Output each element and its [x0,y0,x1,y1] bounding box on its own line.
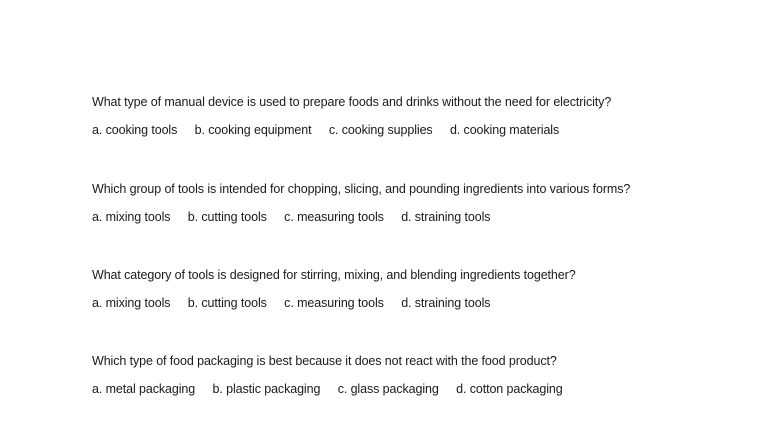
question-text: What category of tools is designed for stirring, mixing, and blending ingredients together? [92,268,576,282]
choice-c: c. measuring tools [284,296,384,310]
choice-d: d. cooking materials [449,123,560,137]
choice-d: d. straining tools [401,210,491,224]
choice-d: d. cotton packaging [456,382,563,396]
answer-choices [92,381,752,397]
question-3 [92,267,752,311]
answer-choices [92,295,752,311]
choice-a: a. cooking tools [92,123,178,137]
choice-b: b. cutting tools [187,296,267,310]
choice-c: c. measuring tools [284,210,384,224]
choice-a: a. metal packaging [92,382,196,396]
question-text: What type of manual device is used to prepare foods and drinks without the need for electricity? [92,95,612,109]
answer-choices [92,209,752,225]
choice-c: c. glass packaging [337,382,439,396]
answer-choices [92,122,752,138]
choice-b: b. plastic packaging [212,382,321,396]
choice-a: a. mixing tools [92,210,171,224]
question-text: Which group of tools is intended for chopping, slicing, and pounding ingredients into various forms? [92,182,631,196]
question-1 [92,94,752,138]
choice-a: a. mixing tools [92,296,171,310]
choice-b: b. cooking equipment [194,123,312,137]
choice-c: c. cooking supplies [328,123,433,137]
choice-d: d. straining tools [401,296,491,310]
question-4 [92,353,752,397]
question-text: Which type of food packaging is best because it does not react with the food product? [92,354,557,368]
question-2 [92,181,752,225]
choice-b: b. cutting tools [187,210,267,224]
